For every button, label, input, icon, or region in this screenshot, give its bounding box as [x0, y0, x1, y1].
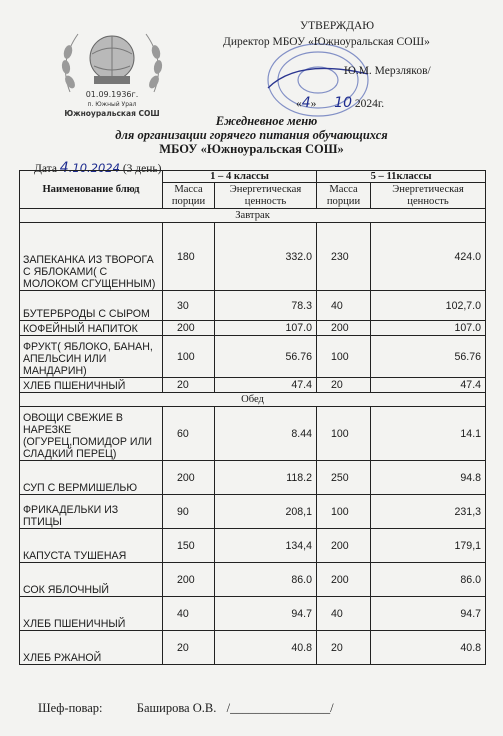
section-title: Завтрак: [20, 209, 486, 223]
approval-date-open: «: [296, 98, 302, 110]
mass-5-11: 100: [317, 495, 371, 529]
approval-position: Директор МБОУ «Южноуральская СОШ»: [223, 36, 430, 48]
dish-name: ОВОЩИ СВЕЖИЕ В НАРЕЗКЕ (ОГУРЕЦ,ПОМИДОР ИЛИ СЛАДКИЙ ПЕРЕЦ): [20, 407, 163, 461]
menu-title: Ежедневное меню: [215, 114, 318, 128]
mass-1-4: 40: [163, 597, 215, 631]
energy-1-4: 8.44: [215, 407, 317, 461]
energy-1-4: 56.76: [215, 336, 317, 378]
col-header-energy-2: Энергетическая ценность: [371, 183, 486, 209]
approval-date-year: 2024г.: [354, 98, 385, 110]
seal-year: 01.09.1936г.: [85, 90, 139, 99]
energy-1-4: 86.0: [215, 563, 317, 597]
date-day: 4: [59, 160, 69, 176]
energy-5-11: 94.7: [371, 597, 486, 631]
approval-signer: Ю.М. Мерзляков/: [344, 65, 431, 77]
energy-5-11: 40.8: [371, 631, 486, 665]
mass-5-11: 20: [317, 378, 371, 393]
approval-date: [296, 95, 384, 111]
mass-1-4: 100: [163, 336, 215, 378]
mass-1-4: 60: [163, 407, 215, 461]
mass-5-11: 250: [317, 461, 371, 495]
dish-name: ХЛЕБ РЖАНОЙ: [20, 631, 163, 665]
table-row: [20, 563, 486, 597]
col-header-mass-1: Масса порции: [163, 183, 215, 209]
dish-name: СОК ЯБЛОЧНЫЙ: [20, 563, 163, 597]
dish-name: СУП С ВЕРМИШЕЛЬЮ: [20, 461, 163, 495]
mass-1-4: 200: [163, 321, 215, 336]
table-row: [20, 378, 486, 393]
approval-date-close: »: [310, 98, 317, 110]
menu-subtitle: для организации горячего питания обучающихся: [115, 128, 388, 142]
energy-5-11: 231,3: [371, 495, 486, 529]
mass-5-11: 230: [317, 223, 371, 291]
dish-name: КАПУСТА ТУШЕНАЯ: [20, 529, 163, 563]
dish-name: ХЛЕБ ПШЕНИЧНЫЙ: [20, 597, 163, 631]
col-group-1-4: 1 – 4 классы: [163, 171, 317, 183]
chef-signature: /________________/: [226, 701, 334, 715]
table-row: [20, 291, 486, 321]
energy-5-11: 107.0: [371, 321, 486, 336]
table-row: [20, 321, 486, 336]
mass-1-4: 150: [163, 529, 215, 563]
mass-5-11: 200: [317, 563, 371, 597]
energy-5-11: 14.1: [371, 407, 486, 461]
table-row: [20, 495, 486, 529]
dish-name: ФРИКАДЕЛЬКИ ИЗ ПТИЦЫ: [20, 495, 163, 529]
mass-1-4: 180: [163, 223, 215, 291]
section-row: [20, 209, 486, 223]
approval-date-month: 10: [334, 95, 352, 111]
energy-5-11: 86.0: [371, 563, 486, 597]
mass-1-4: 200: [163, 461, 215, 495]
menu-table-body: [20, 209, 486, 665]
energy-1-4: 332.0: [215, 223, 317, 291]
energy-1-4: 78.3: [215, 291, 317, 321]
col-header-name: Наименование блюд: [20, 171, 163, 209]
col-header-energy-1: Энергетическая ценность: [215, 183, 317, 209]
table-row: [20, 631, 486, 665]
mass-5-11: 200: [317, 321, 371, 336]
energy-1-4: 40.8: [215, 631, 317, 665]
mass-5-11: 100: [317, 407, 371, 461]
school-seal: [48, 12, 176, 122]
chef-name: Баширова О.В.: [136, 701, 217, 715]
table-row: [20, 529, 486, 563]
dish-name: ХЛЕБ ПШЕНИЧНЫЙ: [20, 378, 163, 393]
menu-table: [19, 170, 486, 665]
table-row: [20, 407, 486, 461]
table-row: [20, 597, 486, 631]
approval-date-day: 4: [301, 95, 311, 111]
seal-place: п. Южный Урал: [87, 101, 137, 108]
energy-1-4: 208,1: [215, 495, 317, 529]
date-month: .10.: [68, 161, 91, 175]
mass-1-4: 90: [163, 495, 215, 529]
table-row: [20, 336, 486, 378]
mass-1-4: 30: [163, 291, 215, 321]
dish-name: КОФЕЙНЫЙ НАПИТОК: [20, 321, 163, 336]
mass-1-4: 200: [163, 563, 215, 597]
date-label: Дата: [34, 163, 57, 175]
energy-5-11: 56.76: [371, 336, 486, 378]
table-row: [20, 223, 486, 291]
energy-5-11: 179,1: [371, 529, 486, 563]
mass-5-11: 40: [317, 597, 371, 631]
approval-title: УТВЕРЖДАЮ: [300, 20, 375, 32]
mass-5-11: 200: [317, 529, 371, 563]
school-name: МБОУ «Южноуральская СОШ»: [159, 142, 344, 156]
col-header-mass-2: Масса порции: [317, 183, 371, 209]
date-year: 2024: [90, 161, 120, 175]
svg-text:Южноуральская СОШ: Южноуральская СОШ: [64, 109, 160, 118]
energy-1-4: 47.4: [215, 378, 317, 393]
energy-5-11: 424.0: [371, 223, 486, 291]
dish-name: БУТЕРБРОДЫ С СЫРОМ: [20, 291, 163, 321]
col-group-5-11: 5 – 11классы: [317, 171, 486, 183]
date-suffix: (3 день): [122, 163, 162, 175]
mass-5-11: 100: [317, 336, 371, 378]
energy-1-4: 134,4: [215, 529, 317, 563]
dish-name: ФРУКТ( ЯБЛОКО, БАНАН, АПЕЛЬСИН ИЛИ МАНДАРИН): [20, 336, 163, 378]
energy-5-11: 102,7.0: [371, 291, 486, 321]
energy-5-11: 47.4: [371, 378, 486, 393]
chef-label: Шеф-повар:: [38, 701, 103, 715]
energy-1-4: 94.7: [215, 597, 317, 631]
energy-1-4: 118.2: [215, 461, 317, 495]
mass-1-4: 20: [163, 378, 215, 393]
mass-5-11: 40: [317, 291, 371, 321]
energy-1-4: 107.0: [215, 321, 317, 336]
dish-name: ЗАПЕКАНКА ИЗ ТВОРОГА С ЯБЛОКАМИ( С МОЛОКОМ СГУЩЕННЫМ): [20, 223, 163, 291]
section-row: [20, 393, 486, 407]
footer: [38, 701, 334, 716]
energy-5-11: 94.8: [371, 461, 486, 495]
section-title: Обед: [20, 393, 486, 407]
mass-5-11: 20: [317, 631, 371, 665]
mass-1-4: 20: [163, 631, 215, 665]
table-row: [20, 461, 486, 495]
